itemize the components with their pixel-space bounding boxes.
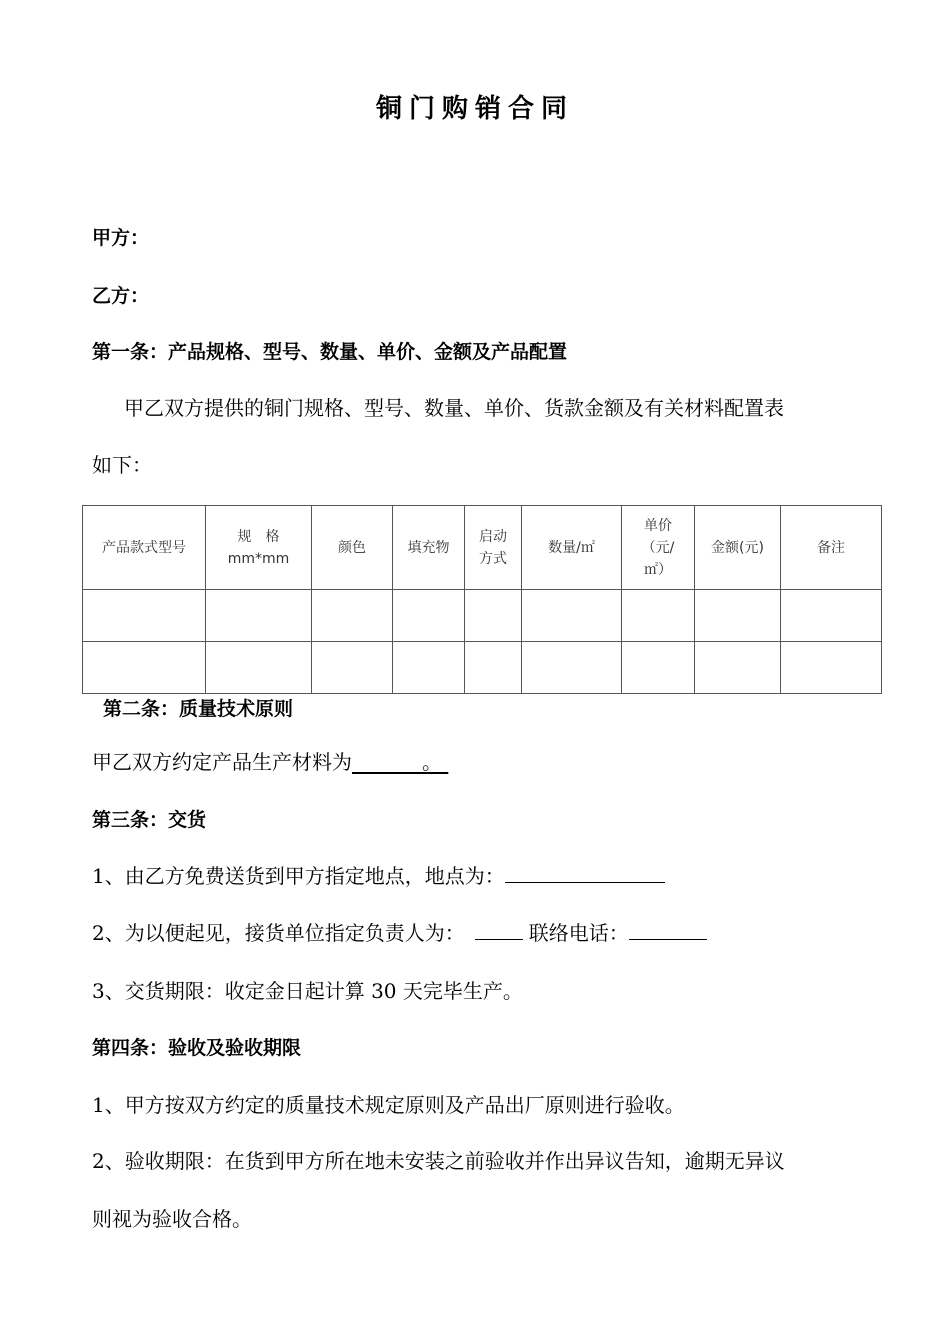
table-cell[interactable] — [312, 590, 393, 642]
table-header-cell: 规 格 mm*mm — [206, 506, 312, 590]
article3-heading: 第三条：交货 — [92, 809, 207, 831]
material-blank[interactable]: 。 — [421, 750, 442, 774]
article2-text — [92, 748, 448, 776]
party-a-label: 甲方： — [92, 227, 150, 249]
table-cell[interactable] — [206, 642, 312, 694]
table-header-cell: 数量/㎡ — [522, 506, 622, 590]
article3-item1 — [92, 862, 665, 890]
table-header-cell: 启动 方式 — [465, 506, 522, 590]
table-cell[interactable] — [465, 642, 522, 694]
table-cell[interactable] — [393, 590, 465, 642]
article1-heading: 第一条：产品规格、型号、数量、单价、金额及产品配置 — [92, 341, 568, 363]
spec-table — [82, 505, 882, 694]
article1-text-line1: 甲乙双方提供的铜门规格、型号、数量、单价、货款金额及有关材料配置表 — [124, 396, 784, 420]
table-cell[interactable] — [393, 642, 465, 694]
article3-item2-text: 2、为以便起见，接货单位指定负责人为： — [92, 921, 465, 945]
table-header-cell: 备注 — [781, 506, 882, 590]
table-cell[interactable] — [695, 590, 781, 642]
table-cell[interactable] — [83, 642, 206, 694]
article4-heading: 第四条：验收及验收期限 — [92, 1037, 302, 1059]
article4-item1: 1、甲方按双方约定的质量技术规定原则及产品出厂原则进行验收。 — [92, 1093, 685, 1117]
article4-item2-line1: 2、验收期限：在货到甲方所在地未安装之前验收并作出异议告知，逾期无异议 — [92, 1149, 785, 1173]
table-header-cell: 单价 （元/ ㎡） — [622, 506, 695, 590]
article1-text-line2: 如下： — [92, 453, 152, 477]
contact-phone-blank[interactable] — [629, 919, 707, 940]
table-cell[interactable] — [312, 642, 393, 694]
table-cell[interactable] — [465, 590, 522, 642]
page-title: 铜门购销合同 — [375, 94, 574, 124]
table-header-cell: 金额(元) — [695, 506, 781, 590]
table-cell[interactable] — [83, 590, 206, 642]
article3-item1-text: 1、由乙方免费送货到甲方指定地点，地点为： — [92, 864, 505, 888]
delivery-location-blank[interactable] — [505, 862, 665, 883]
table-cell[interactable] — [522, 590, 622, 642]
table-row — [83, 590, 882, 642]
contact-person-blank[interactable] — [475, 919, 523, 940]
table-header-cell: 填充物 — [393, 506, 465, 590]
party-b-label: 乙方： — [92, 285, 150, 307]
article3-item2 — [92, 919, 707, 947]
table-cell[interactable] — [522, 642, 622, 694]
table-cell[interactable] — [781, 642, 882, 694]
article2-heading: 第二条：质量技术原则 — [103, 698, 294, 720]
table-cell[interactable] — [622, 642, 695, 694]
article3-item3: 3、交货期限：收定金日起计算 30 天完毕生产。 — [92, 979, 523, 1003]
table-cell[interactable] — [781, 590, 882, 642]
article3-item2-phone-label: 联络电话： — [528, 921, 629, 945]
article4-item2-line2: 则视为验收合格。 — [92, 1207, 252, 1231]
article2-text-label: 甲乙双方约定产品生产材料为 — [92, 750, 352, 774]
table-row — [83, 642, 882, 694]
table-header-cell: 产品款式型号 — [83, 506, 206, 590]
table-cell[interactable] — [206, 590, 312, 642]
table-cell[interactable] — [622, 590, 695, 642]
table-header-cell: 颜色 — [312, 506, 393, 590]
table-header-row — [83, 506, 882, 590]
table-cell[interactable] — [695, 642, 781, 694]
